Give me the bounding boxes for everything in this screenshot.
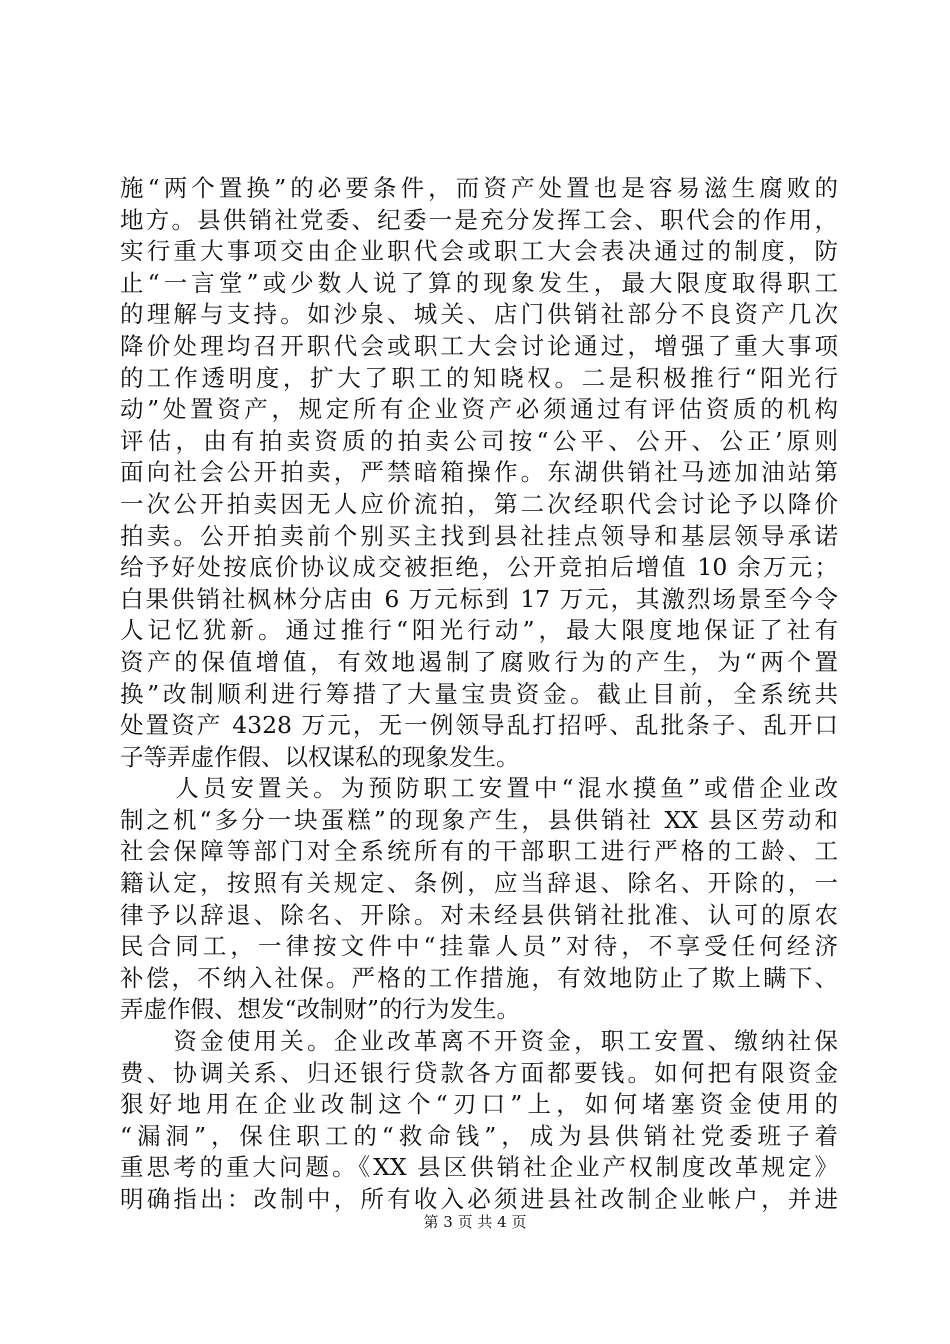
text-line: 白果供销社枫林分店由 6 万元标到 17 万元，其激烈场景至今令: [120, 584, 838, 613]
text-line: 的理解与支持。如沙泉、城关、店门供销社部分不良资产几次: [120, 300, 838, 329]
text-line: 籍认定，按照有关规定、条例，应当辞退、除名、开除的，一: [120, 869, 838, 898]
text-line: 制之机“多分一块蛋糕”的现象产生，县供销社 XX 县区劳动和: [120, 805, 838, 834]
text-line: 一次公开拍卖因无人应价流拍，第二次经职代会讨论予以降价: [120, 489, 838, 518]
text-line: 拍卖。公开拍卖前个别买主找到县社挂点领导和基层领导承诺: [120, 521, 838, 550]
text-line: 弄虚作假、想发“改制财”的行为发生。: [120, 995, 521, 1024]
text-line: 社会保障等部门对全系统所有的干部职工进行严格的工龄、工: [120, 837, 838, 866]
body-text: [120, 173, 838, 1216]
text-line: 实行重大事项交由企业职代会或职工大会表决通过的制度，防: [120, 237, 838, 266]
text-line: 动”处置资产，规定所有企业资产必须通过有评估资质的机构: [120, 395, 838, 424]
text-line: 律予以辞退、除名、开除。对未经县供销社批准、认可的原农: [120, 900, 838, 929]
text-line: 止“一言堂”或少数人说了算的现象发生，最大限度取得职工: [120, 268, 838, 297]
text-line: 民合同工，一律按文件中“挂靠人员”对待，不享受任何经济: [120, 932, 838, 961]
text-line: 人记忆犹新。通过推行“阳光行动”，最大限度地保证了社有: [120, 616, 838, 645]
text-line: 资金使用关。企业改革离不开资金，职工安置、缴纳社保: [120, 1027, 838, 1056]
text-line: 狠好地用在企业改制这个“刃口”上，如何堵塞资金使用的: [120, 1090, 838, 1119]
text-line: 的工作透明度，扩大了职工的知晓权。二是积极推行“阳光行: [120, 363, 838, 392]
text-line: “漏洞”，保住职工的“救命钱”，成为县供销社党委班子着: [120, 1121, 838, 1150]
text-line: 地方。县供销社党委、纪委一是充分发挥工会、职代会的作用，: [120, 205, 838, 234]
text-line: 重思考的重大问题。《XX 县区供销社企业产权制度改革规定》: [120, 1153, 838, 1182]
text-line: 给予好处按底价协议成交被拒绝，公开竞拍后增值 10 余万元；: [120, 553, 838, 582]
text-line: 降价处理均召开职代会或职工大会讨论通过，增强了重大事项: [120, 331, 838, 360]
page-footer: 第 3 页 共 4 页: [423, 1213, 527, 1231]
text-line: 评估，由有拍卖资质的拍卖公司按“公平、公开、公正’原则: [120, 426, 838, 455]
text-line: 子等弄虚作假、以权谋私的现象发生。: [120, 742, 520, 771]
text-line: 施“两个置换”的必要条件，而资产处置也是容易滋生腐败的: [120, 174, 838, 202]
text-line: 明确指出：改制中，所有收入必须进县社改制企业帐户，并进: [120, 1185, 838, 1213]
text-line: 补偿，不纳入社保。严格的工作措施，有效地防止了欺上瞒下、: [120, 963, 838, 992]
text-line: 面向社会公开拍卖，严禁暗箱操作。东湖供销社马迹加油站第: [120, 458, 838, 487]
text-line: 换”改制顺利进行筹措了大量宝贵资金。截止目前，全系统共: [120, 679, 838, 708]
text-line: 处置资产 4328 万元，无一例领导乱打招呼、乱批条子、乱开口: [120, 711, 838, 740]
text-line: 资产的保值增值，有效地遏制了腐败行为的产生，为“两个置: [120, 647, 838, 676]
text-line: 费、协调关系、归还银行贷款各方面都要钱。如何把有限资金: [120, 1058, 838, 1087]
text-line: 人员安置关。为预防职工安置中“混水摸鱼”或借企业改: [120, 774, 838, 803]
